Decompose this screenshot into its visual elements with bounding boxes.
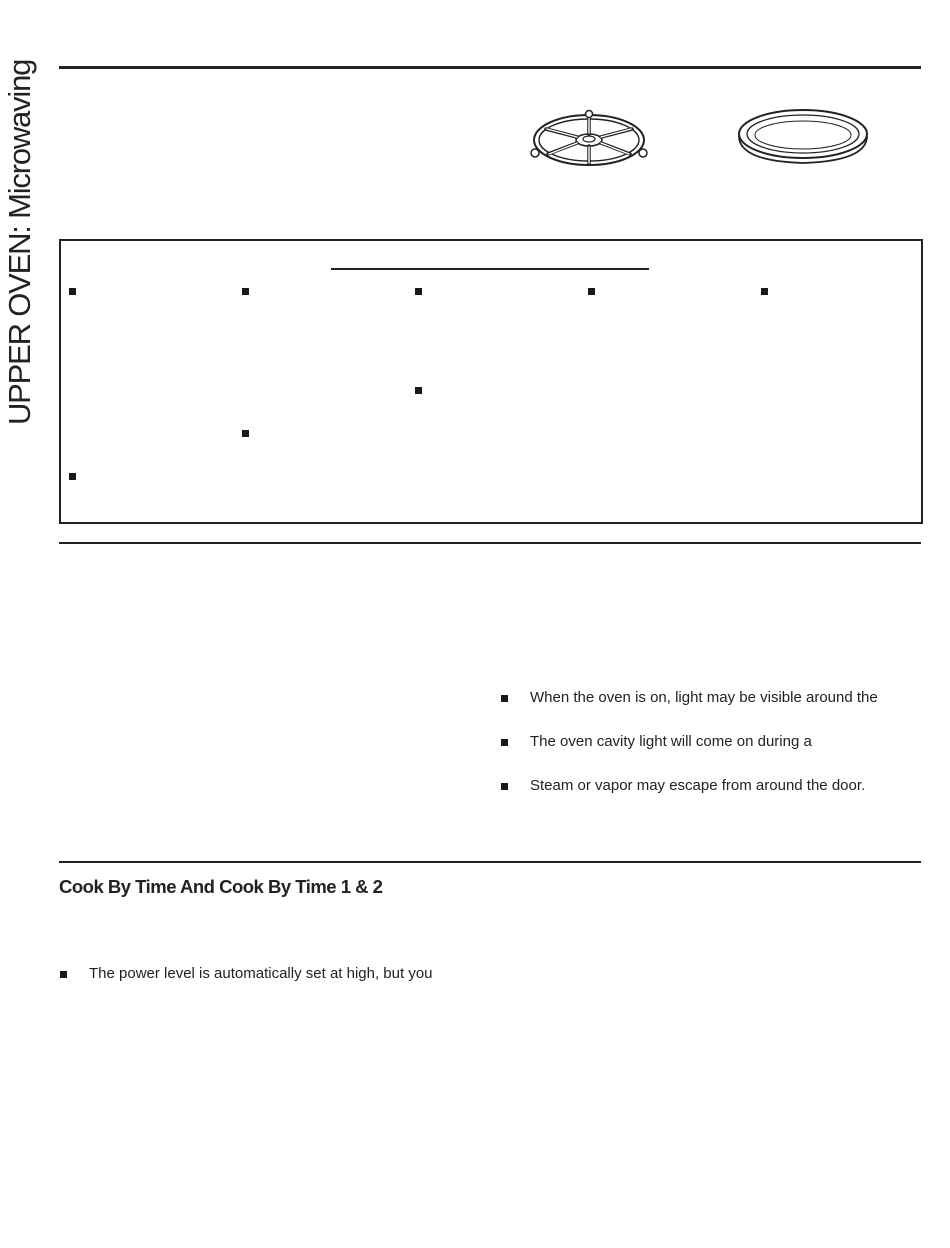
bullet-icon bbox=[60, 971, 67, 978]
notice-bullet bbox=[761, 288, 768, 295]
top-divider bbox=[59, 66, 921, 69]
turntable-support-icon bbox=[526, 107, 652, 171]
glass-turntable-tray-icon bbox=[736, 106, 870, 166]
side-title-text: UPPER OVEN: Microwaving bbox=[2, 59, 37, 425]
list-item-text: When the oven is on, light may be visible around the bbox=[530, 689, 878, 706]
notice-bullet bbox=[69, 288, 76, 295]
section-divider bbox=[59, 542, 921, 544]
notice-bullet bbox=[242, 288, 249, 295]
bullet-icon bbox=[501, 783, 508, 790]
notice-bullet bbox=[415, 387, 422, 394]
bullet-icon bbox=[501, 739, 508, 746]
side-title bbox=[4, 30, 36, 430]
notice-bullet bbox=[588, 288, 595, 295]
notice-bullet bbox=[415, 288, 422, 295]
section-divider bbox=[59, 861, 921, 863]
notice-box bbox=[59, 239, 923, 524]
notice-bullet bbox=[242, 430, 249, 437]
list-item-text: Steam or vapor may escape from around the door. bbox=[530, 777, 866, 794]
list-item-text: The oven cavity light will come on during a bbox=[530, 733, 812, 750]
notice-heading-underline bbox=[331, 268, 649, 270]
section-title: Cook By Time And Cook By Time 1 & 2 bbox=[59, 876, 383, 897]
notice-bullet bbox=[69, 473, 76, 480]
list-item-text: The power level is automatically set at high, but you bbox=[89, 965, 433, 982]
bullet-icon bbox=[501, 695, 508, 702]
